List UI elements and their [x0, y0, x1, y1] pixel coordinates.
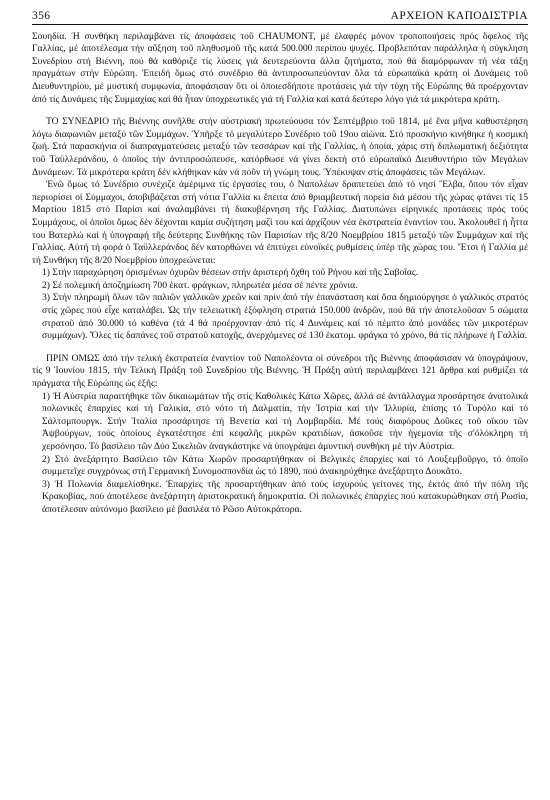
section-gap — [32, 106, 528, 116]
treaty-item-3: 3) Στήν πληρωμή ὅλων τῶν παλιῶν γαλλικῶν χρεῶν καί πρίν ἀπό τήν ἐπανάσταση καί ὅσα δημιούργησε ὁ γαλλικός στρατός στίς χῶρες πού εἶχε καταλάβει. Ὡς τήν τελειωτική ἐξόφληση στρατιά 150.000 ἀνδρῶν, πού θά τήν ἀποτελοῦσαν 5 σώματα στρατοῦ ἀπό 30.000 τό καθένα (τά 4 θά προέρχονταν ἀπό τίς 4 Δυνάμεις καί τό πέμπτο ἀπό μονάδες τῶν μικροτέρων συμμάχων). Ὅλες τίς δαπάνες τοῦ στρατοῦ κατοχῆς, ἀνερχόμενες σέ 130 ἑκατομ. φράγκα τό χρόνο, θά τίς πλήρωνε ἡ Γαλλία. — [42, 292, 528, 342]
act-item-3: 3) Ἡ Πολωνία διαμελίσθηκε. Ἐπαρχίες τῆς προσαρτήθηκαν ἀπό τούς ἰσχυρούς γείτονες της, ἐκτός ἀπό τήν πόλη τῆς Κρακοβίας, πού ἀποτέλεσε ἀνεξάρτητη ἀριστοκρατική δημοκρατία. Οἱ πολωνικές ἐπαρχίες πού κατακυρώθηκαν στή Ρωσία, ἀποτέλεσαν αὐτόνομο βασίλειο μέ βασιλέα τό Ρῶσο Αὐτοκράτορα. — [42, 478, 528, 515]
paragraph-intro: Σουηδία. Ἡ συνθήκη περιλαμβάνει τίς ἀποφάσεις τοῦ CHAUMONT, μέ ἐλαφρές μόνον τροποποιήσεις πρός ὄφελος τῆς Γαλλίας, μέ ἀποτέλεσμα τήν αὔξηση τοῦ πληθυσμοῦ τῆς κατά 500.000 περίπου ψυχές. Προβλεπόταν παράλληλα ἡ σύγκληση Συνεδρίου στή Βιέννη, πού θά καθόριζε τίς λύσεις γιά δευτερεύοντα ἄλλα ζητήματα, πού θά διαμόρφωναν τή νέα τάξη πραγμάτων στήν Εὐρώπη. Ἐπειδή ὅμως στό συνέδριο θά ἀντιπροσωπεύονταν ὅλα τά εὐρωπαϊκά κράτη οἱ Δυνάμεις τοῦ Διευθυντηρίου, μέ μυστική συμφωνία, ἀποφάσισαν ὅτι οἱ ὁποιεσδήποτε προτάσεις γιά τήν τύχη τῆς Εὐρώπης θά προέρχονταν ἀπό τίς Δυνάμεις τῆς Συμμαχίας καί θά ἦταν ὑποχρεωτικές γιά τή Γαλλία καί κατά δεύτερο λόγο γιά τά μικρότερα κράτη. — [32, 30, 528, 105]
act-item-2: 2) Στό ἀνεξάρτητο Βασίλειο τῶν Κάτω Χωρῶν προσαρτήθηκαν οἱ Βελγικές ἐπαρχίες καί τό Λουξεμβοῦργο, τό ὁποῖο συμμετεῖχε συγχρόνως στή Γερμανική Συνομοσπονδία ὡς τό 1890, πού ἀνακηρύχθηκε ἀνεξάρτητο Δουκᾶτο. — [42, 453, 528, 478]
document-page — [32, 10, 528, 517]
act-item-1: 1) Ἡ Αὐστρία παραιτήθηκε τῶν δικαιωμάτων τῆς στίς Καθολικές Κάτω Χῶρες, ἀλλά σέ ἀντάλλαγμα προσάρτησε ἀνατολικά πολωνικές ἐπαρχίες καί τή Γαλικία, στό νότο τή Δαλματία, τήν Ἰστρία καί τήν Ἰλλυρία, ἐπίσης τό Τυρόλο καί τό Σάλτσμπουργκ. Στήν Ἰταλία προσάρτησε τή Βενετία καί τή Λομβαρδία. Μέ τούς διαφόρους Δοῦκες τοῦ οἴκου τῶν Ἁψβούργων, τούς ὁποίους ἐγκατέστησε ἐπί κεφαλῆς μικρῶν κρατιδίων, ἀσκοῦσε τήν ἡγεμονία τῆς σ'ὁλόκληρη τή χερσόνησο. Τό βασίλειο τῶν Δύο Σικελιῶν ἀναγκάστηκε νά ὑπογράψει ἀμυντική συνθήκη μέ τήν Αὐστρία. — [42, 390, 528, 452]
running-title: ΑΡΧΕΙΟΝ ΚΑΠΟΔΙΣΤΡΙΑ — [390, 10, 528, 22]
page-number: 356 — [32, 10, 51, 22]
page-header — [32, 10, 528, 23]
treaty-item-1: 1) Στήν παραχώρηση ὁρισμένων ὀχυρῶν θέσεων στήν ἀριστερή ὄχθη τοῦ Ρήνου καί τῆς Σαβοΐας. — [42, 267, 419, 279]
paragraph-napoleon: Ἐνῶ ὅμως τό Συνέδριο συνέχιζε ἀμέριμνα τίς ἐργασίες του, ὁ Ναπολέων δραπετεύει ἀπό τό νησί Ἔλβα, ὅπου τόν εἶχαν περιορίσει οἱ Σύμμαχοι, ἀποβιβάζεται στή νότια Γαλλία κι ἔπειτα ἀπό θριαμβευτική πορεία διά μέσου τῆς χώρας φτάνει τίς 15 Μαρτίου 1815 στό Παρίσι καί ἀναλαμβάνει τή διακυβέρνηση τῆς Γαλλίας. Διατυπώνει εἰρηνικές προτάσεις πρός τούς Συμμάχους, οἱ ὁποῖοι ὅμως δέν δέχονται καμία συζήτηση μαζί του καί ἀρχίζουν νέα ἐκστρατεία ἐναντίον του. Ἀκολουθεῖ ἡ ἧττα του Βατερλώ καί ἡ ὑπογραφή τῆς δεύτερης Συνθήκης τῶν Παρισίων τῆς 8/20 Νοεμβρίου 1815 μεταξύ τῶν Συμμάχων καί τῆς Γαλλίας. Αὐτή τή φορά ὁ Ταϋλλεράνδος δέν κατορθώνει νά ἐπιτύχει εὐνοϊκές ρυθμίσεις ὑπέρ τῆς χώρας του. Ἔτσι ἡ Γαλλία μέ τή Συνθήκη τῆς 8/20 Νοεμβρίου ὑποχρεώνεται: — [32, 179, 528, 266]
paragraph-final-act: ΠΡΙΝ ΟΜΩΣ ἀπό τήν τελική ἐκστρατεία ἐναντίον τοῦ Ναπολέοντα οἱ σύνεδροι τῆς Βιέννης ἀποφάσισαν νά ὑπογράψουν, τίς 9 Ἰουνίου 1815, τήν Τελική Πράξη τοῦ Συνεδρίου τῆς Βιέννης. Ἡ Πράξη αὐτή περιλαμβάνει 121 ἄρθρα καί ρυθμίζει τά πράγματα τῆς Εὐρώπης ὡς ἑξῆς: — [32, 352, 528, 390]
header-rule — [32, 24, 528, 25]
treaty-item-2: 2) Σέ πολεμική ἀποζημίωση 700 ἑκατ. φράγκων, πληρωτέα μέσα σέ πέντε χρόνια. — [42, 279, 358, 291]
section-gap — [32, 343, 528, 353]
paragraph-congress: ΤΟ ΣΥΝΕΔΡΙΟ τῆς Βιέννης συνῆλθε στήν αὐστριακή πρωτεύουσα τόν Σεπτέμβριο τοῦ 1814, μέ ἕνα μῆνα καθυστέρηση λόγω διαφωνιῶν μεταξύ τῶν Συμμάχων. Ὑπῆρξε τό μεγαλύτερο Συνέδριο τοῦ 19ου αἰώνα. Στό προσκήνιο κινήθηκε ἡ κοσμική ζωή. Στά παρασκήνια οἱ διαπραγματεύσεις μεταξύ τῶν τεσσάρων καί τῆς Γαλλίας, ἡ ὁποία, χάρις στή διπλωματική δεξιότητα τοῦ Ταϋλλεράνδου, ὁ ὁποῖος τήν ἀντιπροσώπευσε, κατόρθωσε νά γίνει δεκτή στό εὐρωπαϊκό Διευθυντήριο τῶν Μεγάλων Δυνάμεων. Τά μικρότερα κράτη δέν κλήθηκαν κάν νά ποῦν τή γνώμη τους. Ὑπέκυψαν στίς ἀποφάσεις τῶν Μεγάλων. — [32, 116, 528, 178]
